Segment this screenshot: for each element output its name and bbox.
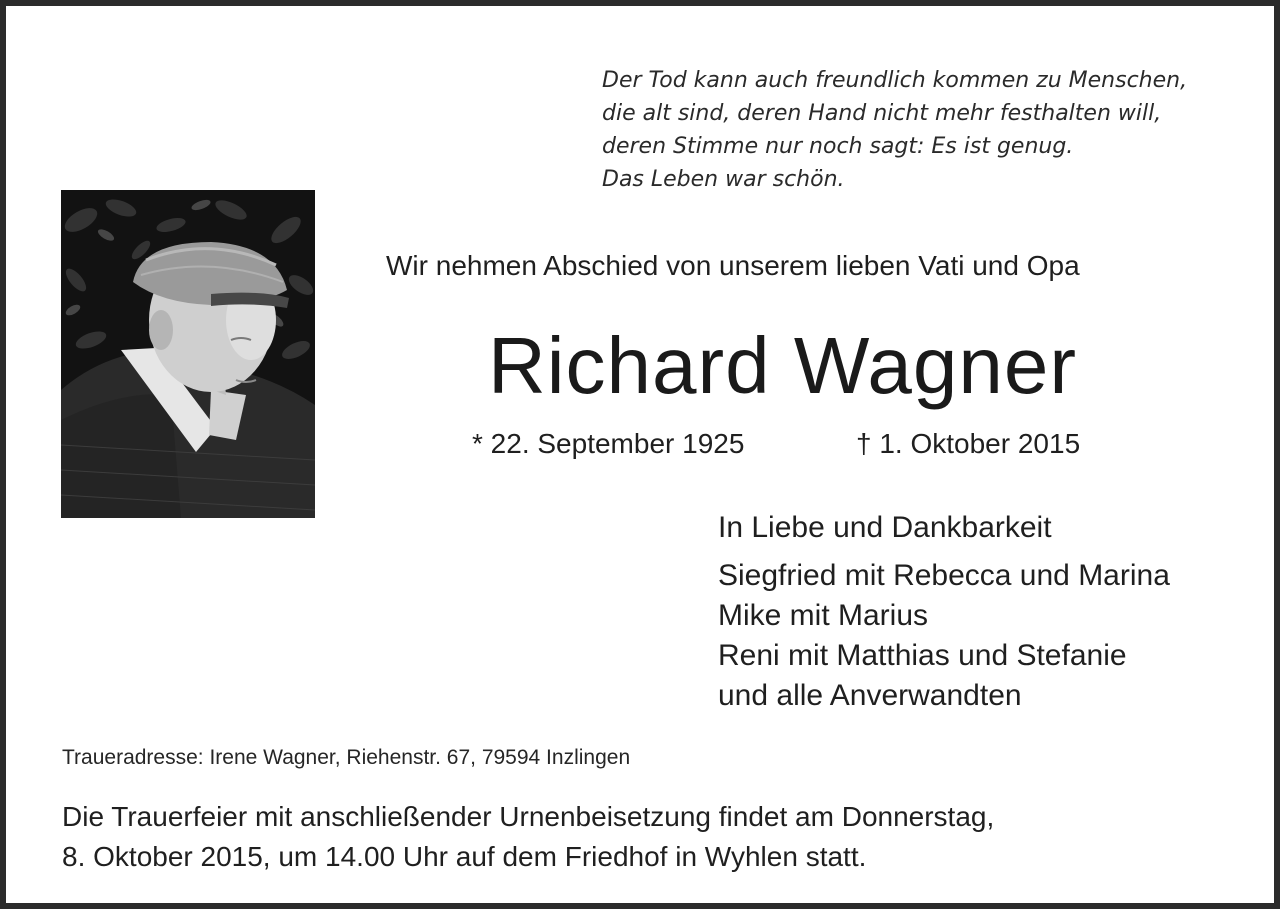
birth-date: * 22. September 1925 [472, 428, 745, 459]
quote-line: Das Leben war schön. [602, 167, 845, 192]
ceremony-line: Die Trauerfeier mit anschließender Urnenbeisetzung findet am Donnerstag, [62, 801, 995, 832]
quote-line: deren Stimme nur noch sagt: Es ist genug. [602, 134, 1074, 159]
family-member: Siegfried mit Rebecca und Marina [718, 559, 1170, 592]
quote-line: die alt sind, deren Hand nicht mehr festhalten will, [602, 101, 1162, 126]
funeral-ceremony-info [62, 797, 994, 877]
ceremony-line: 8. Oktober 2015, um 14.00 Uhr auf dem Friedhof in Wyhlen statt. [62, 841, 867, 872]
deceased-name: Richard Wagner [488, 321, 1078, 410]
family-greeting: In Liebe und Dankbarkeit [718, 511, 1052, 544]
quote-line: Der Tod kann auch freundlich kommen zu Menschen, [602, 68, 1188, 93]
family-signatures [718, 508, 1170, 716]
portrait-photo [61, 190, 315, 518]
family-member: Reni mit Matthias und Stefanie [718, 639, 1127, 672]
memorial-quote [602, 64, 1187, 196]
family-member: und alle Anverwandten [718, 679, 1022, 712]
mourning-address: Traueradresse: Irene Wagner, Riehenstr. 67, 79594 Inzlingen [62, 746, 631, 769]
death-date: † 1. Oktober 2015 [856, 428, 1081, 459]
family-member: Mike mit Marius [718, 599, 929, 632]
farewell-intro: Wir nehmen Abschied von unserem lieben Vati und Opa [386, 250, 1080, 281]
